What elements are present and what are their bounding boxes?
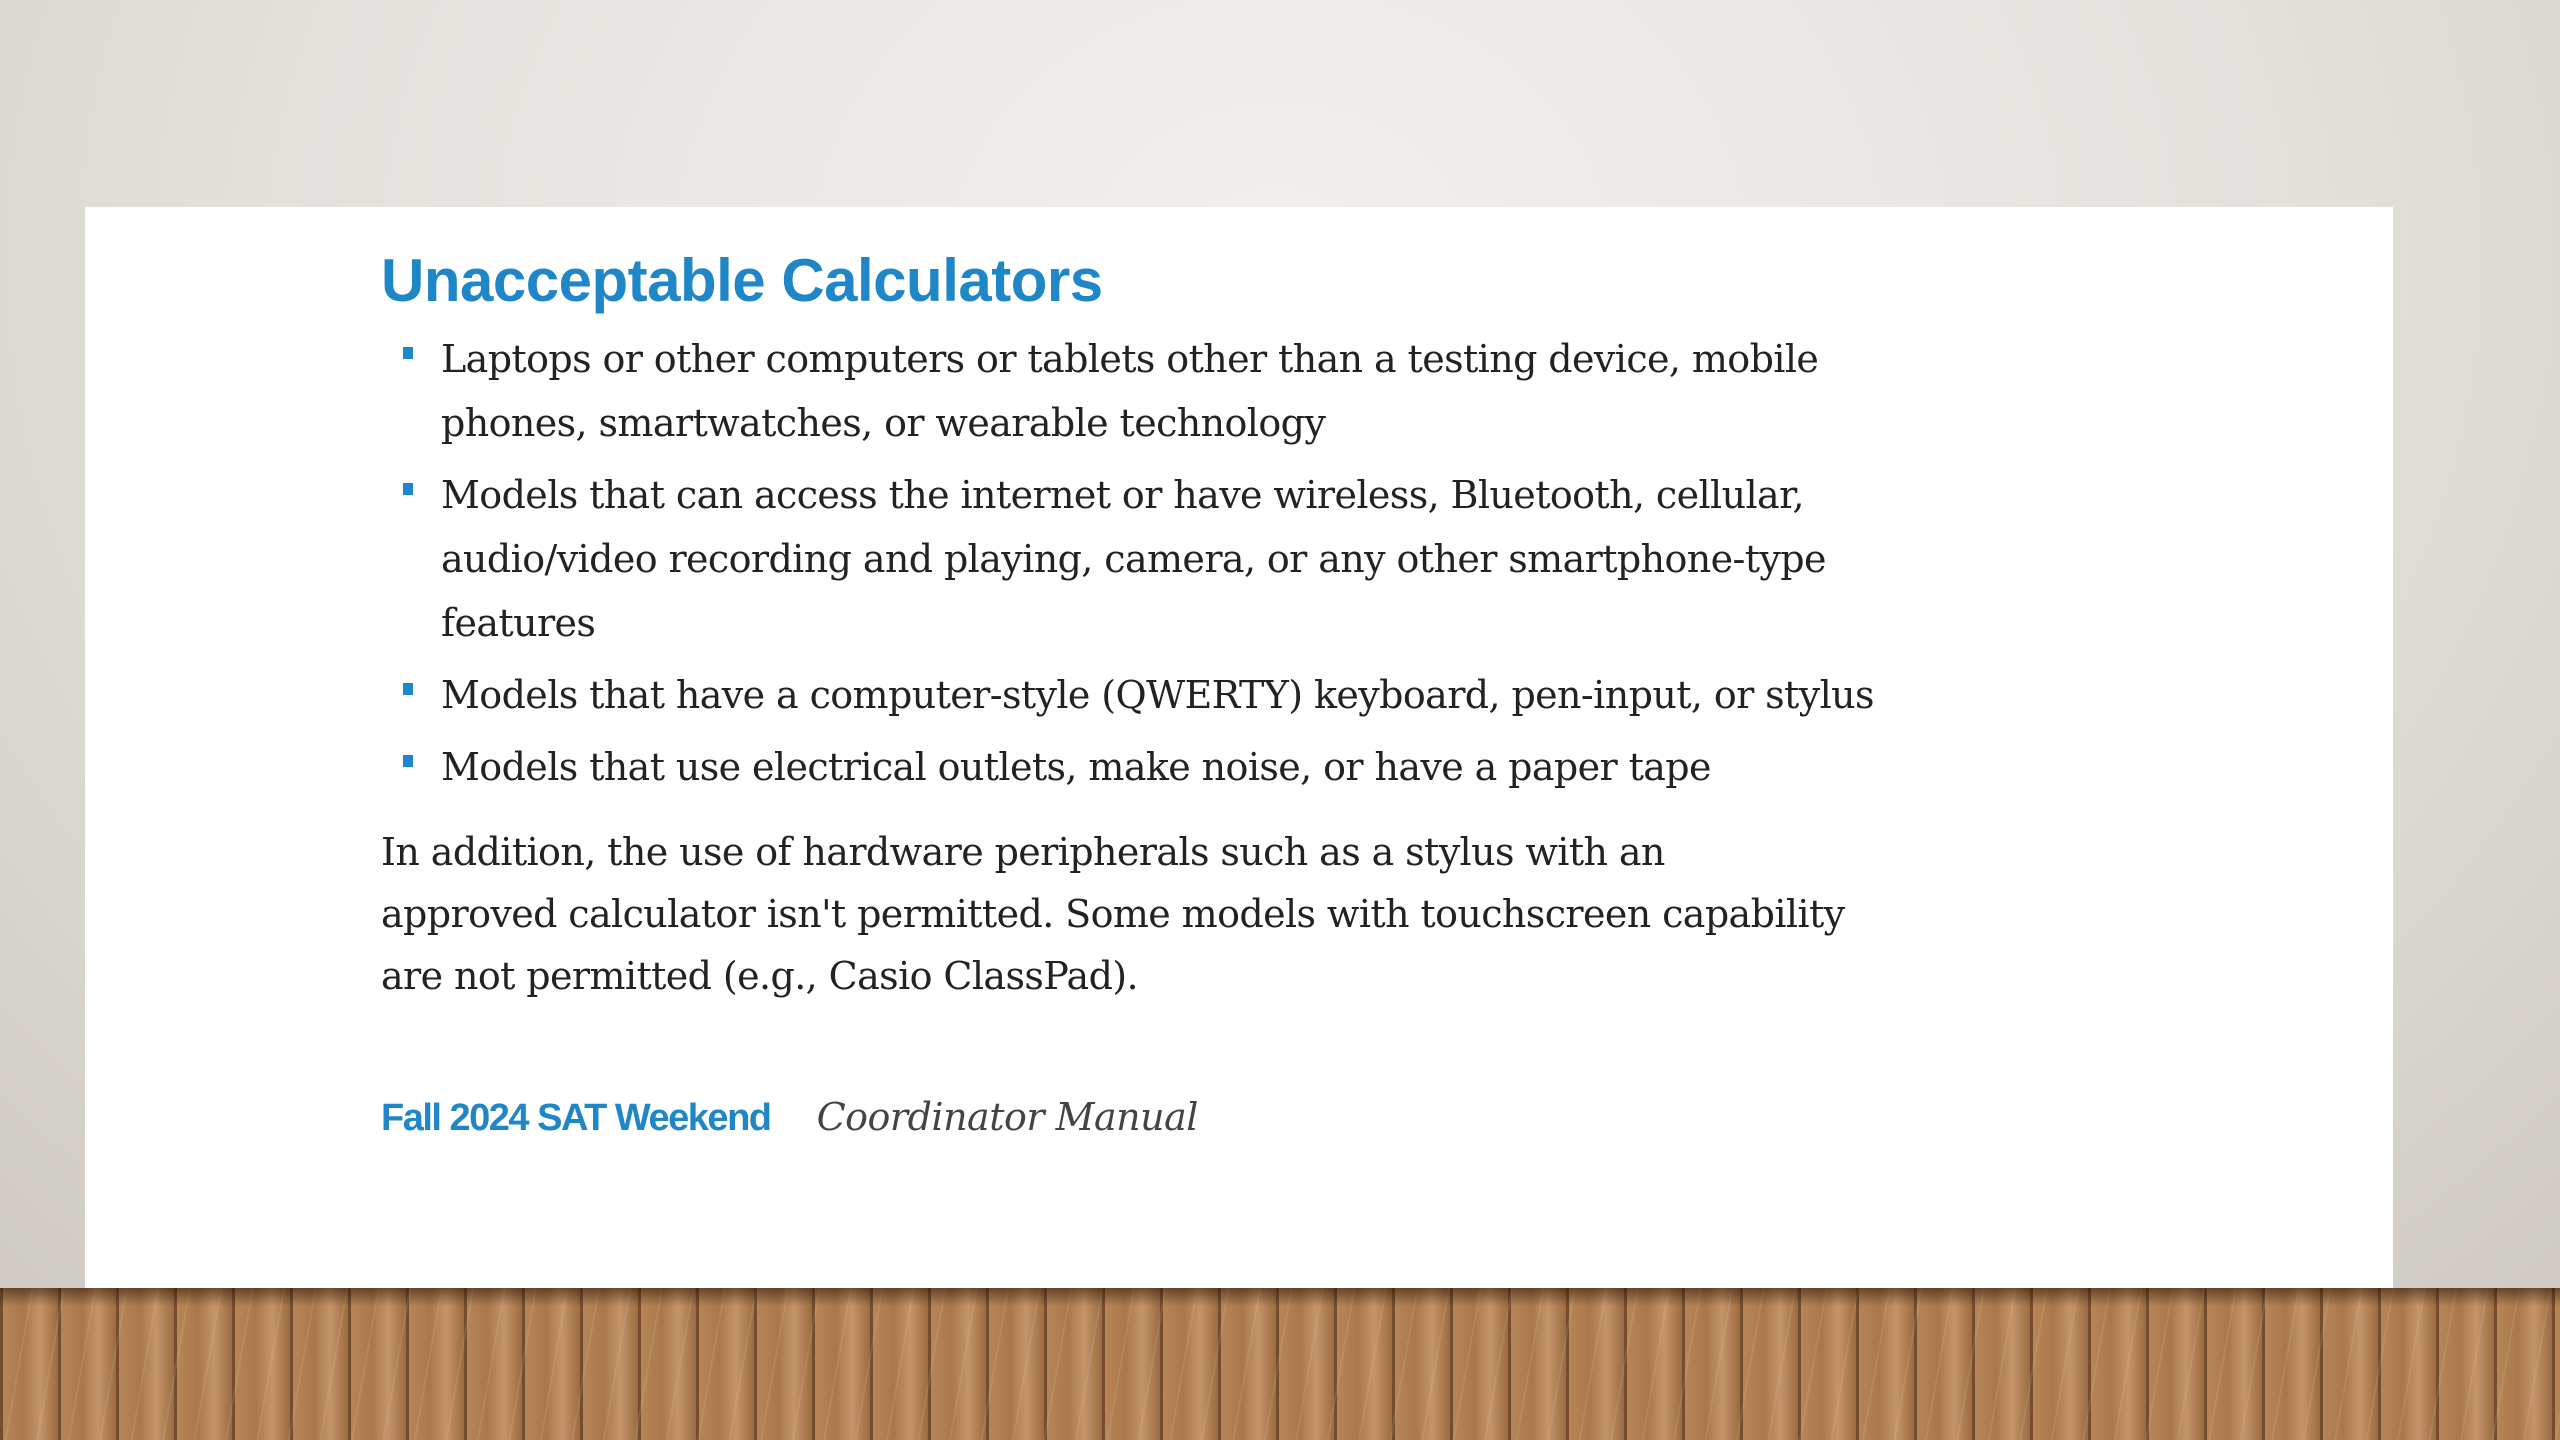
list-item <box>441 463 1901 655</box>
footer-brand: Fall 2024 SAT Weekend <box>381 1097 771 1139</box>
list-item <box>441 735 1901 799</box>
wood-floor <box>0 1288 2560 1440</box>
slide-card <box>85 207 2393 1288</box>
square-bullet-icon <box>403 755 413 767</box>
slide-content <box>381 245 1901 1007</box>
list-item-text: Laptops or other computers or tablets other than a testing device, mobile phones, smartwatches, or wearable technology <box>441 337 1819 445</box>
body-paragraph: In addition, the use of hardware peripherals such as a stylus with an approved calculator isn't permitted. Some models with touchscreen capability are not permitted (e.g., Casio ClassPad). <box>381 830 1845 998</box>
slide-footer <box>381 1095 1198 1140</box>
list-item-text: Models that can access the internet or have wireless, Bluetooth, cellular, audio/video recording and playing, camera, or any other smartphone-type features <box>441 473 1826 645</box>
bullet-list <box>381 327 1901 799</box>
list-item-text: Models that have a computer-style (QWERTY) keyboard, pen-input, or stylus <box>441 673 1874 717</box>
footer-manual-title: Coordinator Manual <box>816 1095 1198 1139</box>
square-bullet-icon <box>403 483 413 495</box>
square-bullet-icon <box>403 683 413 695</box>
list-item-text: Models that use electrical outlets, make noise, or have a paper tape <box>441 745 1711 789</box>
list-item <box>441 327 1901 455</box>
slide-title: Unacceptable Calculators <box>381 247 1103 314</box>
square-bullet-icon <box>403 347 413 359</box>
list-item <box>441 663 1901 727</box>
